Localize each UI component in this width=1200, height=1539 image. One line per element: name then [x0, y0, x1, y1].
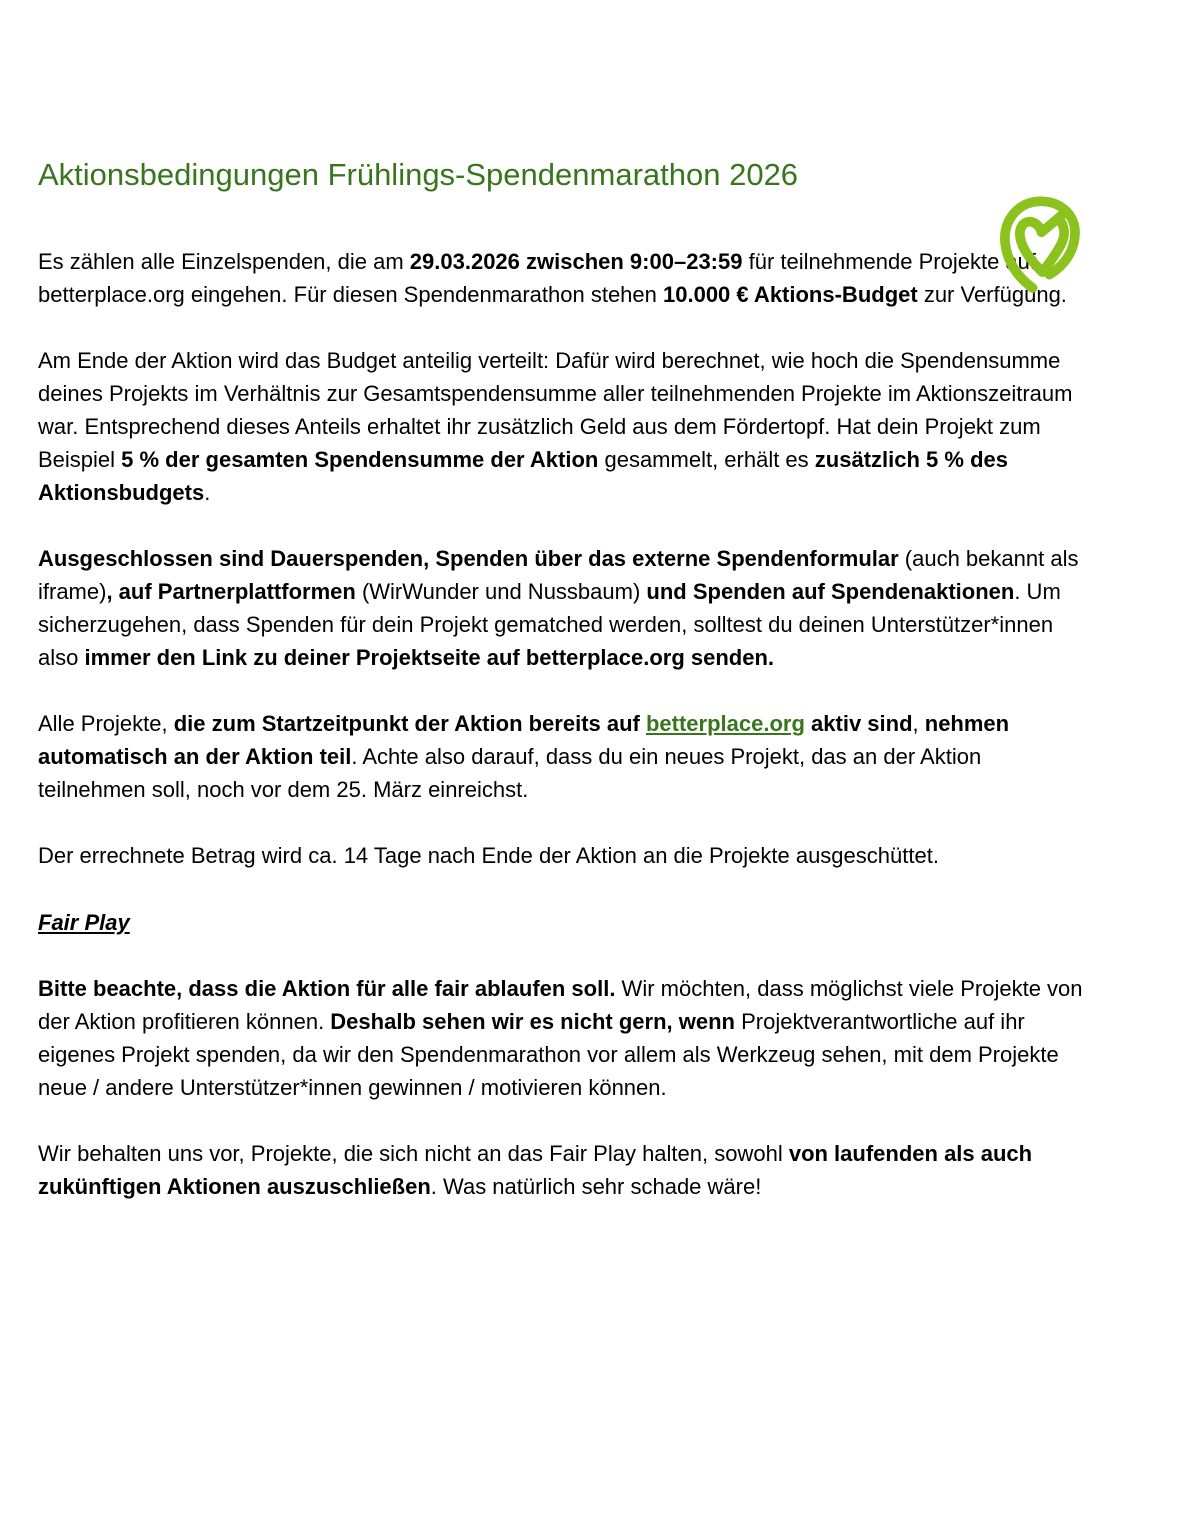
- text-run: Ausgeschlossen sind Dauerspenden, Spenden über das externe Spendenformular: [38, 546, 899, 571]
- text-run: Der errechnete Betrag wird ca. 14 Tage nach Ende der Aktion an die Projekte ausgeschüttet.: [38, 843, 939, 868]
- text-run: Deshalb sehen wir es nicht gern, wenn: [330, 1009, 735, 1034]
- text-run: Fair Play: [38, 910, 130, 935]
- paragraph: [38, 707, 1084, 806]
- paragraph: [38, 344, 1084, 509]
- text-run: 5 % der gesamten Spendensumme der Aktion: [121, 447, 599, 472]
- text-run: Projektverantwortliche auf ihr eigenes Projekt spenden, da wir den Spendenmarathon vor allem als Werkzeug sehen, mit dem Projekte neue / andere Unterstützer*innen gewinnen / motivieren können.: [38, 1009, 1059, 1100]
- heart-pin-icon: [984, 187, 1090, 297]
- text-run: und Spenden auf Spendenaktionen: [646, 579, 1015, 604]
- text-run: Alle Projekte,: [38, 711, 174, 736]
- page-title: Aktionsbedingungen Frühlings-Spendenmarathon 2026: [38, 157, 799, 192]
- text-run: Am Ende der Aktion wird das Budget anteilig verteilt: Dafür wird berechnet, wie hoch die Spendensumme deines Projekts im Verhältnis zur Gesamtspendensumme aller teilnehmenden Projekte im Aktionszeitraum war. Entsprechend dieses Anteils erhaltet ihr zusätzlich Geld aus dem Fördertopf. Hat dein Projekt zum Beispiel: [38, 348, 1073, 472]
- betterplace-logo: [984, 187, 1090, 297]
- text-run: 10.000 € Aktions-Budget: [663, 282, 918, 307]
- text-run: zur Verfügung.: [917, 282, 1067, 307]
- fair-play-heading: [38, 906, 1084, 939]
- text-run: (auch bekannt als iframe): [38, 546, 1079, 604]
- paragraph: [38, 245, 1084, 311]
- text-run: Wir möchten, dass möglichst viele Projekte von der Aktion profitieren können.: [38, 976, 1083, 1034]
- paragraph: [38, 972, 1084, 1104]
- text-run: .: [204, 480, 211, 505]
- document-page: [0, 155, 1200, 1203]
- text-run: von laufenden als auch zukünftigen Aktionen auszuschließen: [38, 1141, 1033, 1199]
- text-run: die zum Startzeitpunkt der Aktion bereits auf: [173, 711, 646, 736]
- text-run: aktiv sind: [804, 711, 913, 736]
- text-run: , auf Partnerplattformen: [106, 579, 356, 604]
- text-run: Wir behalten uns vor, Projekte, die sich nicht an das Fair Play halten, sowohl: [38, 1141, 789, 1166]
- text-run: gesammelt, erhält es: [598, 447, 815, 472]
- text-run: . Was natürlich sehr schade wäre!: [430, 1174, 762, 1199]
- text-run: für teilnehmende Projekte auf betterplace.org eingehen. Für diesen Spendenmarathon stehen: [38, 249, 1036, 307]
- text-run: ,: [912, 711, 925, 736]
- text-run: 29.03.2026 zwischen 9:00–23:59: [409, 249, 743, 274]
- text-run: Bitte beachte, dass die Aktion für alle fair ablaufen soll.: [38, 976, 616, 1001]
- document-body: [38, 245, 1084, 1203]
- text-run: (WirWunder und Nussbaum): [355, 579, 647, 604]
- betterplace-link[interactable]: betterplace.org: [645, 711, 805, 736]
- text-run: . Achte also darauf, dass du ein neues Projekt, das an der Aktion teilnehmen soll, noch vor dem 25. März einreichst.: [38, 744, 982, 802]
- paragraph: [38, 1137, 1084, 1203]
- paragraph: [38, 839, 1084, 872]
- text-run: nehmen automatisch an der Aktion teil: [38, 711, 1010, 769]
- text-run: immer den Link zu deiner Projektseite auf betterplace.org senden.: [84, 645, 775, 670]
- paragraph: [38, 542, 1084, 674]
- text-run: . Um sicherzugehen, dass Spenden für dein Projekt gematched werden, solltest du deinen Unterstützer*innen also: [38, 579, 1061, 670]
- text-run: Es zählen alle Einzelspenden, die am: [38, 249, 410, 274]
- text-run: zusätzlich 5 % des Aktionsbudgets: [38, 447, 1008, 505]
